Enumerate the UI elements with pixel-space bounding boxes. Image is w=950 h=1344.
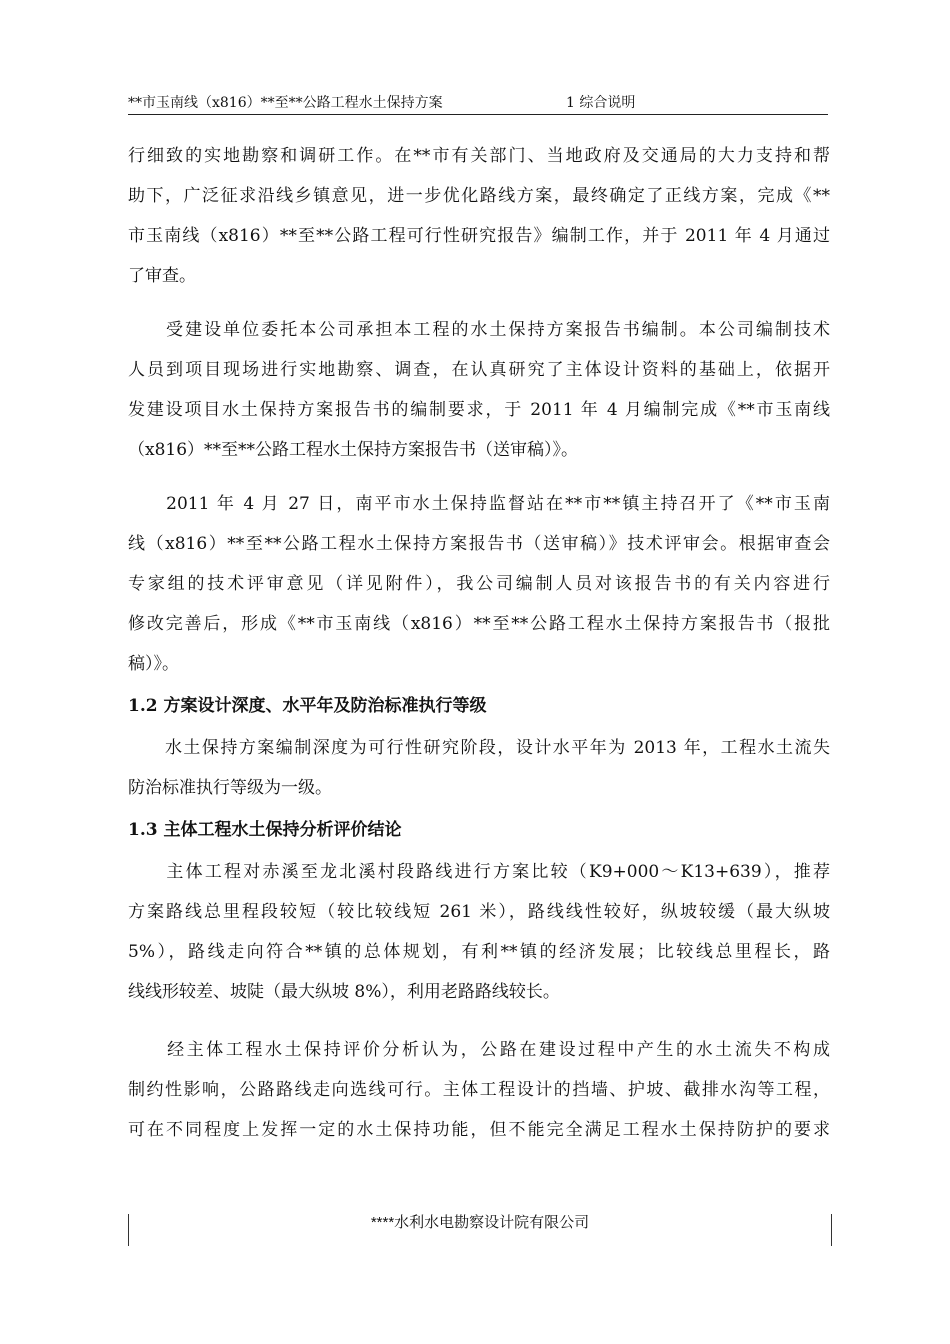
body-line: 市玉南线（x816）**至**公路工程可行性研究报告》编制工作，并于 2011 年 4 月通过 (128, 226, 830, 246)
body-line: 受建设单位委托本公司承担本工程的水土保持方案报告书编制。本公司编制技术 (128, 320, 830, 340)
body-line: （x816）**至**公路工程水土保持方案报告书（送审稿）》。 (128, 440, 579, 460)
body-line: 方案路线总里程段较短（较比较线短 261 米），路线线性较好，纵坡较缓（最大纵坡 (128, 902, 830, 922)
body-line: 专家组的技术评审意见（详见附件），我公司编制人员对该报告书的有关内容进行 (128, 574, 830, 594)
header-document-title: **市玉南线（x816）**至**公路工程水土保持方案 (128, 95, 443, 111)
body-line: 稿）》。 (128, 654, 179, 674)
body-line: 修改完善后，形成《**市玉南线（x816）**至**公路工程水土保持方案报告书（报批 (128, 614, 830, 634)
body-line: 主体工程对赤溪至龙北溪村段路线进行方案比较（K9+000～K13+639），推荐 (128, 862, 830, 882)
body-line: 水土保持方案编制深度为可行性研究阶段，设计水平年为 2013 年，工程水土流失 (128, 738, 830, 758)
document-body (128, 136, 830, 1150)
body-line: 2011 年 4 月 27 日，南平市水土保持监督站在**市**镇主持召开了《**市玉南 (128, 494, 830, 514)
body-line: 行细致的实地勘察和调研工作。在**市有关部门、当地政府及交通局的大力支持和帮 (128, 146, 830, 166)
section-heading-1-2: 1.2 方案设计深度、水平年及防治标准执行等级 (128, 696, 487, 716)
body-line: 线线形较差、坡陡（最大纵坡 8%），利用老路路线较长。 (128, 982, 560, 1002)
body-line: 发建设项目水土保持方案报告书的编制要求，于 2011 年 4 月编制完成《**市玉南线 (128, 400, 830, 420)
body-line: 线（x816）**至**公路工程水土保持方案报告书（送审稿）》技术评审会。根据审查会 (128, 534, 830, 554)
page-footer (128, 1214, 832, 1246)
body-line: 经主体工程水土保持评价分析认为，公路在建设过程中产生的水土流失不构成 (128, 1040, 830, 1060)
header-section-title: 1 综合说明 (566, 95, 636, 111)
body-line: 制约性影响，公路路线走向选线可行。主体工程设计的挡墙、护坡、截排水沟等工程， (128, 1080, 830, 1100)
body-line: 了审查。 (128, 266, 196, 286)
page-header (128, 88, 828, 115)
section-heading-1-3: 1.3 主体工程水土保持分析评价结论 (128, 820, 402, 840)
body-line: 助下，广泛征求沿线乡镇意见，进一步优化路线方案，最终确定了正线方案，完成《** (128, 186, 830, 206)
footer-company-name: ****水利水电勘察设计院有限公司 (370, 1214, 590, 1231)
body-line: 人员到项目现场进行实地勘察、调查，在认真研究了主体设计资料的基础上，依据开 (128, 360, 830, 380)
body-line: 可在不同程度上发挥一定的水土保持功能，但不能完全满足工程水土保持防护的要求 (128, 1120, 830, 1140)
body-line: 5%），路线走向符合**镇的总体规划，有利**镇的经济发展；比较线总里程长，路 (128, 942, 830, 962)
body-line: 防治标准执行等级为一级。 (128, 778, 332, 798)
